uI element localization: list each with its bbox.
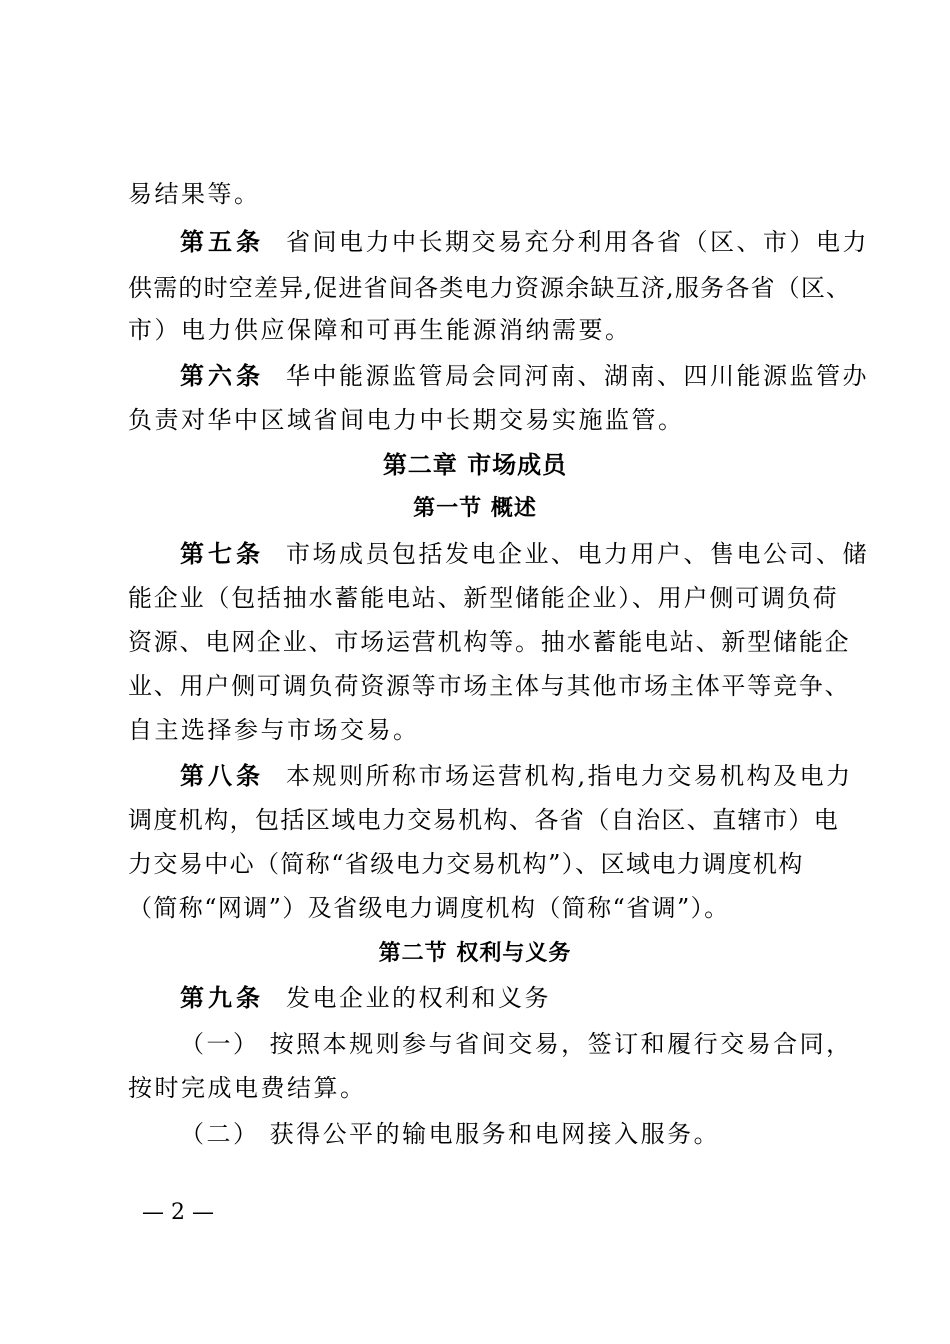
article-7-line-4: 业、用户侧可调负荷资源等市场主体与其他市场主体平等竞争、	[128, 672, 851, 700]
article-7-line-2: 能企业（包括抽水蓄能电站、新型储能企业）、用户侧可调负荷	[128, 584, 839, 612]
article-9-label: 第九条	[180, 984, 264, 1012]
chapter-2-heading: 第二章 市场成员	[382, 451, 568, 479]
article-5-text: 省间电力中长期交易充分利用各省（区、市）电力	[286, 228, 869, 256]
article-8-text: 本规则所称市场运营机构,指电力交易机构及电力	[286, 762, 853, 790]
article-5-label: 第五条	[180, 228, 264, 256]
item-1-line-1: （一） 按照本规则参与省间交易，签订和履行交易合同，	[180, 1030, 853, 1058]
article-6-line-2: 负责对华中区域省间电力中长期交易实施监管。	[128, 406, 685, 434]
item-2-line-1: （二） 获得公平的输电服务和电网接入服务。	[180, 1120, 721, 1148]
article-8-label: 第八条	[180, 762, 264, 790]
paragraph-line: 易结果等。	[128, 180, 261, 208]
article-9-text: 发电企业的权利和义务	[286, 984, 551, 1012]
article-5-line-3: 市）电力供应保障和可再生能源消纳需要。	[128, 316, 632, 344]
article-6-label: 第六条	[180, 362, 264, 390]
page-number: — 2 —	[142, 1200, 214, 1225]
article-8-line-4: （简称“网调”）及省级电力调度机构（简称“省调”）。	[128, 894, 730, 922]
article-7-label: 第七条	[180, 540, 264, 568]
article-5-line-2: 供需的时空差异,促进省间各类电力资源余缺互济,服务各省（区、	[128, 274, 852, 302]
article-7-line-1	[180, 538, 869, 570]
article-6-line-1	[180, 360, 869, 392]
article-7-text: 市场成员包括发电企业、电力用户、售电公司、储	[286, 540, 869, 568]
item-1-line-2: 按时完成电费结算。	[128, 1074, 367, 1102]
article-6-text: 华中能源监管局会同河南、湖南、四川能源监管办	[286, 362, 869, 390]
article-8-line-2: 调度机构，包括区域电力交易机构、各省（自治区、直辖市）电	[128, 806, 840, 834]
article-7-line-5: 自主选择参与市场交易。	[128, 716, 420, 744]
article-9-line-1	[180, 982, 840, 1014]
article-7-line-3: 资源、电网企业、市场运营机构等。抽水蓄能电站、新型储能企	[128, 628, 851, 656]
article-5-line-1	[180, 226, 869, 258]
section-1-heading: 第一节 概述	[413, 496, 537, 521]
article-8-line-3: 力交易中心（简称“省级电力交易机构”）、区域电力调度机构	[128, 850, 804, 878]
section-2-heading: 第二节 权利与义务	[378, 941, 572, 966]
article-8-line-1	[180, 760, 853, 792]
